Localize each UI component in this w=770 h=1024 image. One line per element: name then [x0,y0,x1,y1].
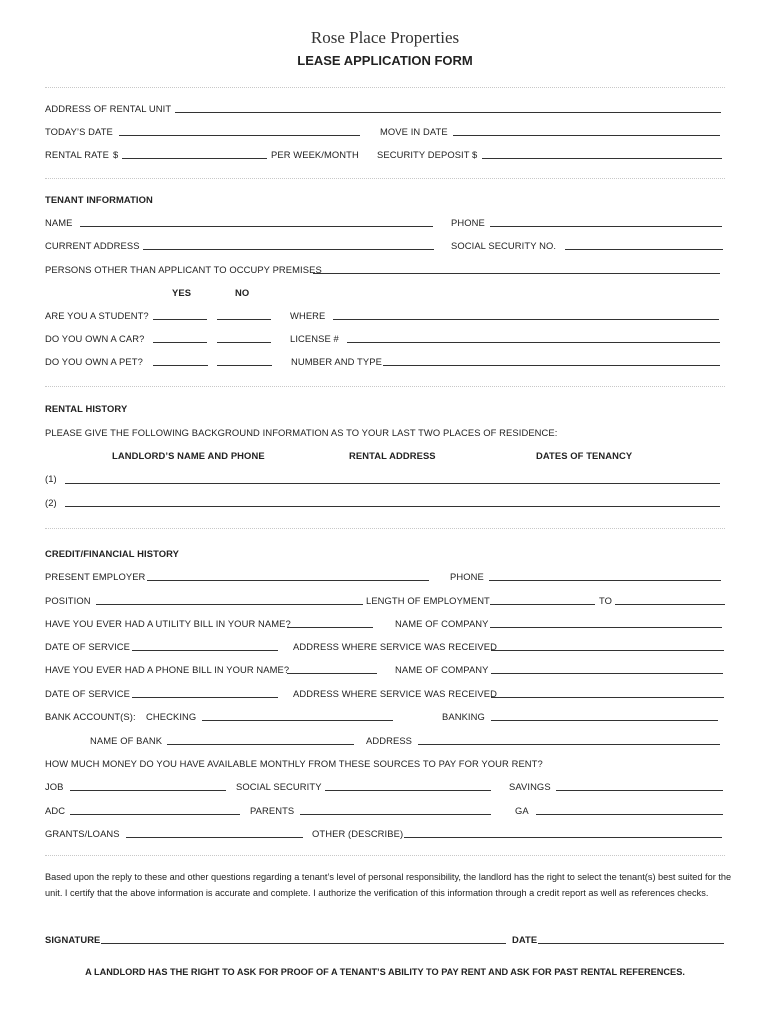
no-column-label: NO [235,287,250,298]
utility-bill-question: HAVE YOU EVER HAD A UTILITY BILL IN YOUR NAME? [45,618,291,629]
monthly-money-question: HOW MUCH MONEY DO YOU HAVE AVAILABLE MONTHLY FROM THESE SOURCES TO PAY FOR YOUR RENT? [45,758,543,769]
todays-date-label: TODAY’S DATE [45,126,113,137]
number-type-label: NUMBER AND TYPE [291,356,382,367]
employment-from-field[interactable] [490,604,595,605]
car-yes-field[interactable] [153,342,207,343]
utility-bill-field[interactable] [287,627,373,628]
bank-address-field[interactable] [418,744,720,745]
per-week-month-label: PER WEEK/MONTH [271,149,359,160]
utility-service-address-label: ADDRESS WHERE SERVICE WAS RECEIVED [293,641,497,652]
other-income-field[interactable] [404,837,722,838]
adc-field[interactable] [70,814,240,815]
student-question-label: ARE YOU A STUDENT? [45,310,149,321]
rental-address-label: ADDRESS OF RENTAL UNIT [45,103,172,114]
pet-question-label: DO YOU OWN A PET? [45,356,143,367]
employer-phone-field[interactable] [489,580,721,581]
signature-label: SIGNATURE [45,934,101,945]
residence-2-field[interactable] [65,506,720,507]
dates-tenancy-column-label: DATES OF TENANCY [536,450,633,461]
employment-to-label: TO [599,595,613,606]
security-deposit-currency: $ [472,149,478,160]
disclaimer-paragraph: Based upon the reply to these and other questions regarding a tenant’s level of personal responsibility, the landlord has the right to select the tenant(s) best suited for the unit. I certify that the above information is accurate and complete. I authorize the verification of this information through a credit report as well as references checks. [45,872,732,898]
employer-label: PRESENT EMPLOYER [45,571,146,582]
phone-company-label: NAME OF COMPANY [395,664,489,675]
phone-service-date-field[interactable] [132,697,278,698]
rental-rate-currency: $ [113,149,119,160]
car-no-field[interactable] [217,342,271,343]
current-address-label: CURRENT ADDRESS [45,240,140,251]
rental-history-instructions: PLEASE GIVE THE FOLLOWING BACKGROUND INFORMATION AS TO YOUR LAST TWO PLACES OF RESIDENCE: [45,427,558,438]
pet-no-field[interactable] [217,365,272,366]
section-divider [45,87,725,88]
student-yes-field[interactable] [153,319,207,320]
tenant-information-heading: TENANT INFORMATION [45,194,153,205]
number-type-field[interactable] [383,365,720,366]
position-field[interactable] [96,604,363,605]
social-security-income-field[interactable] [325,790,491,791]
footer-notice: A LANDLORD HAS THE RIGHT TO ASK FOR PROOF OF A TENANT’S ABILITY TO PAY RENT AND ASK FOR PAST RENTAL REFERENCES. [85,967,685,977]
banking-label: BANKING [442,711,485,722]
yes-column-label: YES [172,287,192,298]
signature-date-label: DATE [512,934,538,945]
name-label: NAME [45,217,73,228]
grants-loans-field[interactable] [126,837,303,838]
bank-name-field[interactable] [167,744,354,745]
phone-service-address-label: ADDRESS WHERE SERVICE WAS RECEIVED [293,688,497,699]
checking-field[interactable] [202,720,393,721]
signature-date-field[interactable] [538,943,724,944]
residence-2-label: (2) [45,497,57,508]
current-address-field[interactable] [143,249,434,250]
phone-bill-question: HAVE YOU EVER HAD A PHONE BILL IN YOUR NAME? [45,664,290,675]
utility-service-address-field[interactable] [491,650,724,651]
position-label: POSITION [45,595,91,606]
license-field[interactable] [347,342,720,343]
bank-accounts-label: BANK ACCOUNT(S): [45,711,136,722]
checking-label: CHECKING [146,711,197,722]
grants-loans-label: GRANTS/LOANS [45,828,120,839]
savings-field[interactable] [556,790,723,791]
section-divider [45,528,725,529]
license-label: LICENSE # [290,333,339,344]
section-divider [45,855,725,856]
credit-history-heading: CREDIT/FINANCIAL HISTORY [45,548,180,559]
savings-label: SAVINGS [509,781,551,792]
move-in-date-field[interactable] [453,135,720,136]
persons-occupying-field[interactable] [313,273,720,274]
rental-rate-label: RENTAL RATE [45,149,109,160]
pet-yes-field[interactable] [153,365,208,366]
section-divider [45,386,725,387]
employer-phone-label: PHONE [450,571,484,582]
utility-company-label: NAME OF COMPANY [395,618,489,629]
residence-1-label: (1) [45,473,57,484]
adc-label: ADC [45,805,66,816]
length-employment-label: LENGTH OF EMPLOYMENT [366,595,490,606]
section-divider [45,178,725,179]
todays-date-field[interactable] [119,135,360,136]
where-label: WHERE [290,310,326,321]
student-no-field[interactable] [217,319,271,320]
ga-label: GA [515,805,529,816]
phone-service-date-label: DATE OF SERVICE [45,688,131,699]
phone-bill-field[interactable] [287,673,377,674]
employment-to-field[interactable] [615,604,725,605]
bank-name-label: NAME OF BANK [90,735,163,746]
utility-company-field[interactable] [490,627,722,628]
parents-field[interactable] [300,814,491,815]
ga-field[interactable] [536,814,723,815]
residence-1-field[interactable] [65,483,720,484]
security-deposit-label: SECURITY DEPOSIT [377,149,470,160]
name-field[interactable] [80,226,433,227]
security-deposit-field[interactable] [482,158,722,159]
rental-history-heading: RENTAL HISTORY [45,403,128,414]
bank-address-label: ADDRESS [366,735,413,746]
employer-field[interactable] [147,580,429,581]
utility-service-date-label: DATE OF SERVICE [45,641,131,652]
ssn-field[interactable] [565,249,723,250]
rental-rate-field[interactable] [122,158,267,159]
phone-service-address-field[interactable] [491,697,724,698]
job-income-field[interactable] [70,790,226,791]
where-field[interactable] [333,319,719,320]
persons-occupying-label: PERSONS OTHER THAN APPLICANT TO OCCUPY PREMISES [45,264,322,275]
car-question-label: DO YOU OWN A CAR? [45,333,145,344]
company-name: Rose Place Properties [310,28,460,47]
move-in-date-label: MOVE IN DATE [380,126,448,137]
phone-label: PHONE [451,217,485,228]
rental-address-column-label: RENTAL ADDRESS [349,450,436,461]
utility-service-date-field[interactable] [132,650,278,651]
ssn-label: SOCIAL SECURITY NO. [451,240,557,251]
banking-field[interactable] [491,720,718,721]
phone-company-field[interactable] [491,673,723,674]
social-security-income-label: SOCIAL SECURITY [236,781,322,792]
other-income-label: OTHER (DESCRIBE) [312,828,404,839]
phone-field[interactable] [490,226,722,227]
signature-field[interactable] [101,943,506,944]
landlord-column-label: LANDLORD’S NAME AND PHONE [112,450,265,461]
job-income-label: JOB [45,781,64,792]
form-title: LEASE APPLICATION FORM [297,53,473,68]
rental-address-field[interactable] [175,112,721,113]
parents-label: PARENTS [250,805,295,816]
